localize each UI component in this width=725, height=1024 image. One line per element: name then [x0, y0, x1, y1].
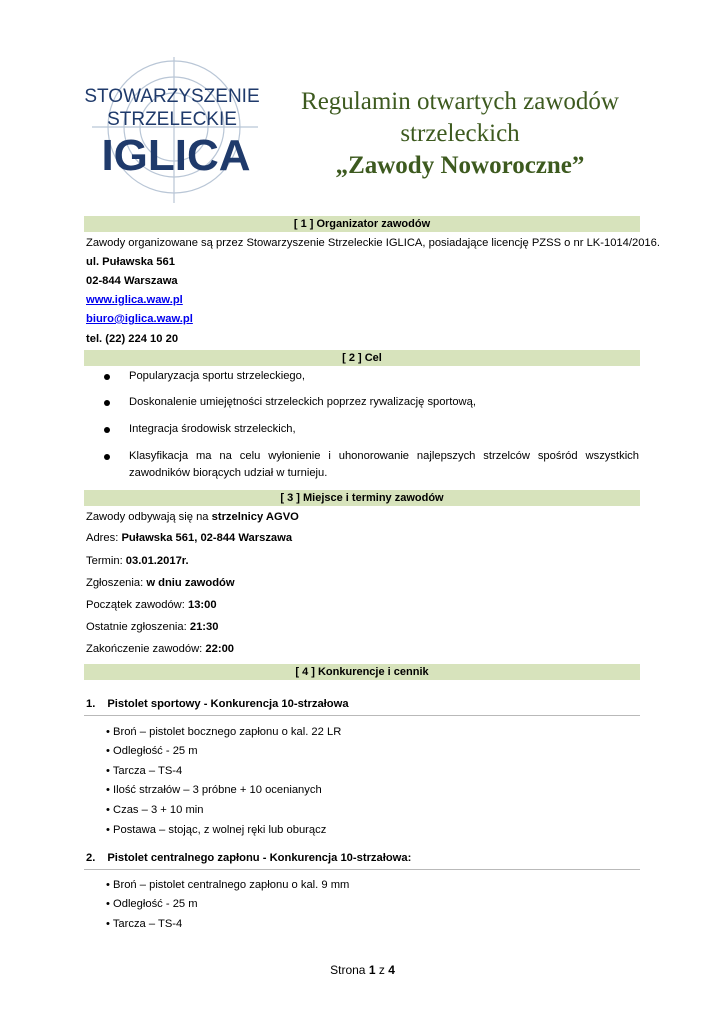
- address-value: Puławska 561, 02-844 Warszawa: [121, 532, 293, 544]
- comp1-item: • Czas – 3 + 10 min: [106, 804, 204, 816]
- comp2-item: • Tarcza – TS-4: [106, 918, 183, 930]
- comp1-item: • Postawa – stojąc, z wolnej ręki lub oburącz: [106, 824, 327, 836]
- goal-item-4: Klasyfikacja ma na celu wyłonienie i uhonorowanie najlepszych strzelców spośród wszystkich zawodników biorących udział w turnieju.: [129, 450, 639, 479]
- last-registration-line: [86, 620, 218, 634]
- email-link[interactable]: biuro@iglica.waw.pl: [86, 313, 193, 325]
- start-line: [86, 598, 217, 612]
- last-registration-value: 21:30: [189, 621, 219, 633]
- footer-total: 4: [388, 963, 395, 977]
- comp2-item: • Odległość - 25 m: [106, 898, 198, 910]
- date-line: [86, 554, 189, 568]
- date-value: 03.01.2017r.: [125, 555, 189, 567]
- footer-page: 1: [368, 963, 376, 977]
- section-3-header: [ 3 ] Miejsce i terminy zawodów: [84, 490, 640, 506]
- organizer-street: ul. Puławska 561: [86, 256, 175, 268]
- comp1-item: • Broń – pistolet bocznego zapłonu o kal. 22 LR: [106, 726, 342, 738]
- footer-sep: z: [378, 963, 385, 977]
- comp1-item: • Tarcza – TS-4: [106, 765, 183, 777]
- start-value: 13:00: [187, 599, 217, 611]
- bullet-icon: [104, 400, 110, 406]
- section-2-header: [ 2 ] Cel: [84, 350, 640, 366]
- competition-2-title: Pistolet centralnego zapłonu - Konkurencja 10-strzałowa:: [107, 852, 412, 864]
- address-label: Adres:: [86, 532, 122, 544]
- section-1-header: [ 1 ] Organizator zawodów: [84, 216, 640, 232]
- goal-item-1: Popularyzacja sportu strzeleckiego,: [129, 370, 305, 382]
- divider: [84, 715, 640, 716]
- venue-line: [86, 510, 299, 524]
- end-label: Zakończenie zawodów:: [86, 643, 206, 655]
- end-line: [86, 642, 234, 656]
- logo-line1: STOWARZYSZENIE: [84, 86, 260, 107]
- footer-label: Strona: [330, 963, 366, 977]
- title-line-2: strzeleckich: [400, 120, 520, 147]
- iglica-logo: [82, 55, 262, 205]
- title-line-3: „Zawody Noworoczne”: [335, 152, 585, 179]
- bullet-icon: [104, 427, 110, 433]
- goal-item-2: Doskonalenie umiejętności strzeleckich poprzez rywalizację sportową,: [129, 396, 476, 408]
- title-line-1: Regulamin otwartych zawodów: [301, 88, 619, 115]
- competition-1-heading: [86, 697, 349, 711]
- goal-item-3: Integracja środowisk strzeleckich,: [129, 423, 296, 435]
- website-link[interactable]: www.iglica.waw.pl: [86, 294, 183, 306]
- registration-line: [86, 576, 235, 590]
- competition-1-title: Pistolet sportowy - Konkurencja 10-strzałowa: [107, 698, 349, 710]
- venue-value: strzelnicy AGVO: [211, 511, 299, 523]
- competition-2-heading: [86, 851, 411, 865]
- page-footer: [0, 963, 725, 977]
- logo-line2: STRZELECKIE: [107, 109, 237, 130]
- comp1-item: • Ilość strzałów – 3 próbne + 10 ocenianych: [106, 784, 322, 796]
- bullet-icon: [104, 374, 110, 380]
- organizer-city: 02-844 Warszawa: [86, 275, 178, 287]
- section-4-header: [ 4 ] Konkurencje i cennik: [84, 664, 640, 680]
- registration-label: Zgłoszenia:: [86, 577, 147, 589]
- registration-value: w dniu zawodów: [146, 577, 235, 589]
- organizer-intro: Zawody organizowane są przez Stowarzyszenie Strzeleckie IGLICA, posiadające licencję PZSS o nr LK-1014/2016.: [86, 237, 660, 249]
- divider: [84, 869, 640, 870]
- start-label: Początek zawodów:: [86, 599, 188, 611]
- comp2-item: • Broń – pistolet centralnego zapłonu o kal. 9 mm: [106, 879, 350, 891]
- organizer-phone: tel. (22) 224 10 20: [86, 333, 179, 345]
- competition-1-number: 1.: [86, 698, 96, 710]
- venue-label: Zawody odbywają się na: [86, 511, 212, 523]
- competition-2-number: 2.: [86, 852, 96, 864]
- end-value: 22:00: [205, 643, 235, 655]
- crosshair-icon: [92, 57, 258, 203]
- bullet-icon: [104, 454, 110, 460]
- logo-line3: IGLICA: [101, 131, 251, 180]
- last-registration-label: Ostatnie zgłoszenia:: [86, 621, 190, 633]
- address-line: [86, 531, 292, 545]
- date-label: Termin:: [86, 555, 126, 567]
- comp1-item: • Odległość - 25 m: [106, 745, 198, 757]
- document-title: [265, 86, 655, 182]
